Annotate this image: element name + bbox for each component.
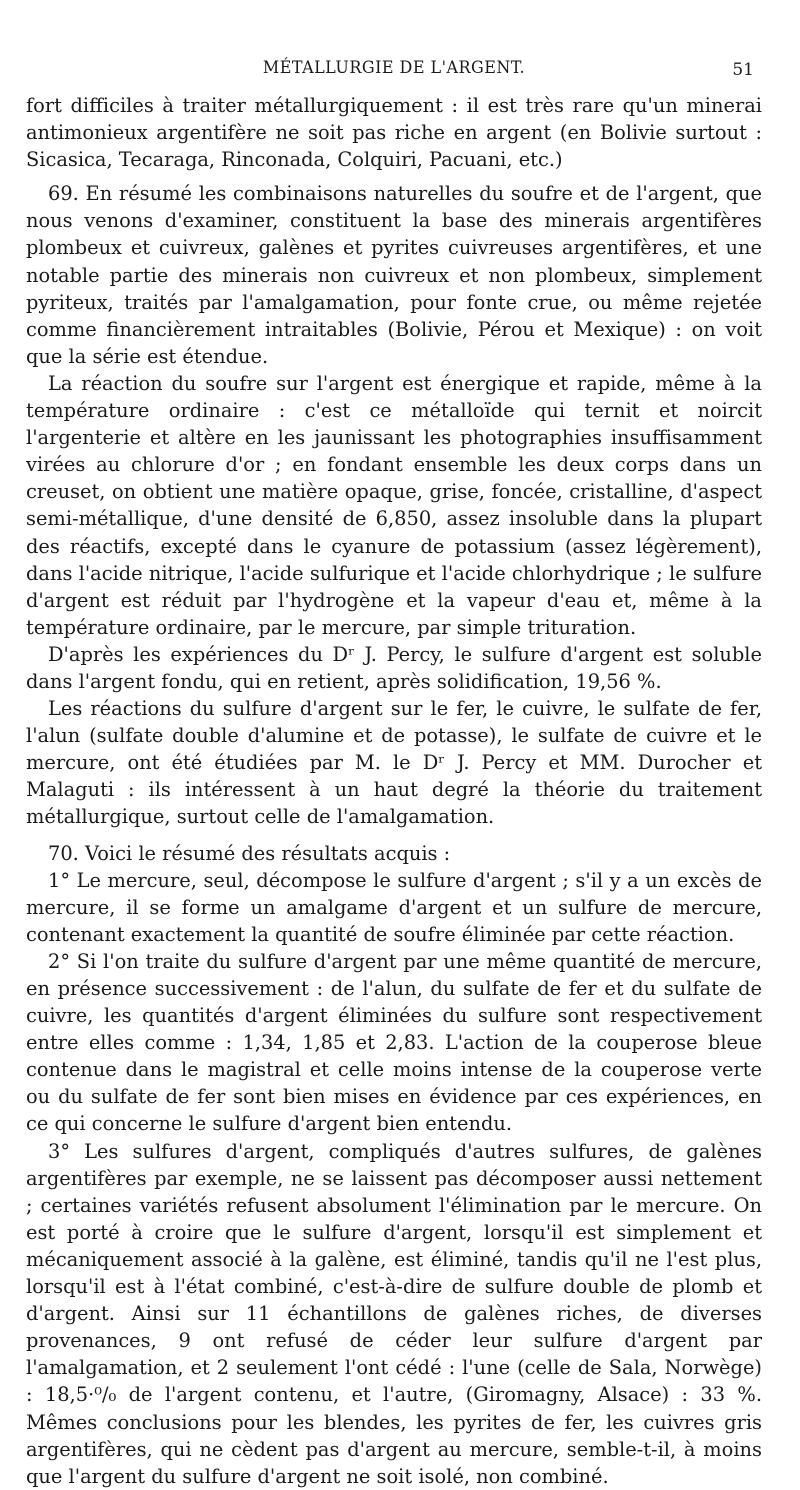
paragraph-item-2: 2° Si l'on traite du sulfure d'argent par une même quantité de mercure, en présence successivement : de l'alun, du sulfate de fer et du sulfate de cuivre, les quantités d'argent éliminées du sulfure sont respectivement entre elles comme : 1,34, 1,85 et 2,83. L'action de la couperose bleue contenue dans le magistral et celle moins intense de la couperose verte ou du sulfate de fer sont bien mises en évidence par ces expériences, en ce qui concerne le sulfure d'argent bien entendu. [26, 949, 762, 1136]
paragraph-item-3: 3° Les sulfures d'argent, compliqués d'autres sulfures, de galènes argentifères par exemple, ne se laissent pas décomposer aussi nettement ; certaines variétés refusent absolument l'élimination par le mercure. On est porté à croire que le sulfure d'argent, lorsqu'il est simplement et mécaniquement associé à la galène, est éliminé, tandis qu'il ne l'est plus, lorsqu'il est à l'état combiné, c'est-à-dire de sulfure double de plomb et d'argent. Ainsi sur 11 échantillons de galènes riches, de diverses provenances, 9 ont refusé de céder leur sulfure d'argent par l'amalgamation, et 2 seulement l'ont cédé : l'une (celle de Sala, Norwège) : 18,5·⁰/₀ de l'argent contenu, et l'autre, (Giromagny, Alsace) : 33 %. Mêmes conclusions pour les blendes, les pyrites de fer, les cuivres gris argentifères, qui ne cèdent pas d'argent au mercure, semble-t-il, à moins que l'argent du sulfure d'argent ne soit isolé, non combiné. [26, 1139, 762, 1488]
body-text [26, 92, 762, 1490]
running-head [26, 58, 762, 82]
paragraph-70: 70. Voici le résumé des résultats acquis : [48, 841, 451, 865]
paragraph-reaction: La réaction du soufre sur l'argent est énergique et rapide, même à la température ordinaire : c'est ce métalloïde qui ternit et noircit l'argenterie et altère en les jaunissant les photographies insuffisamment virées au chlorure d'or ; en fondant ensemble les deux corps dans un creuset, on obtient une matière opaque, grise, foncée, cristalline, d'aspect semi-métallique, d'une densité de 6,850, assez insoluble dans la plupart des réactifs, excepté dans le cyanure de potassium (assez légèrement), dans l'acide nitrique, l'acide sulfurique et l'acide chlorhydrique ; le sulfure d'argent est réduit par l'hydrogène et la vapeur d'eau et, même à la température ordinaire, par le mercure, par simple trituration. [26, 371, 762, 639]
paragraph-reactions: Les réactions du sulfure d'argent sur le fer, le cuivre, le sulfate de fer, l'alun (sulfate double d'alumine et de potasse), le sulfate de cuivre et le mercure, ont été étudiées par M. le Dʳ J. Percy et MM. Durocher et Malaguti : ils intéressent à un haut degré la théorie du traitement métallurgique, surtout celle de l'amalgamation. [26, 697, 762, 829]
running-title: MÉTALLURGIE DE L'ARGENT. [262, 58, 526, 78]
paragraph-69: 69. En résumé les combinaisons naturelles du soufre et de l'argent, que nous venons d'examiner, constituent la base des minerais argentifères plombeux et cuivreux, galènes et pyrites cuivreuses argentifères, et une notable partie des minerais non cuivreux et non plombeux, simplement pyriteux, traités par l'amalgamation, pour fonte crue, ou même rejetée comme financièrement intraitables (Bolivie, Pérou et Mexique) : on voit que la série est étendue. [26, 182, 762, 368]
paragraph-continuation: fort difficiles à traiter métallurgiquement : il est très rare qu'un minerai antimonieux argentifère ne soit pas riche en argent (en Bolivie surtout : Sicasica, Tecaraga, Rinconada, Colquiri, Pacuani, etc.) [26, 94, 762, 172]
paragraph-percy: D'après les expériences du Dʳ J. Percy, le sulfure d'argent est soluble dans l'argent fondu, qui en retient, après solidification, 19,56 %. [26, 642, 762, 693]
paragraph-item-1: 1° Le mercure, seul, décompose le sulfure d'argent ; s'il y a un excès de mercure, il se forme un amalgame d'argent et un sulfure de mercure, contenant exactement la quantité de soufre éliminée par cette réaction. [26, 868, 762, 946]
page-number: 51 [732, 60, 754, 80]
